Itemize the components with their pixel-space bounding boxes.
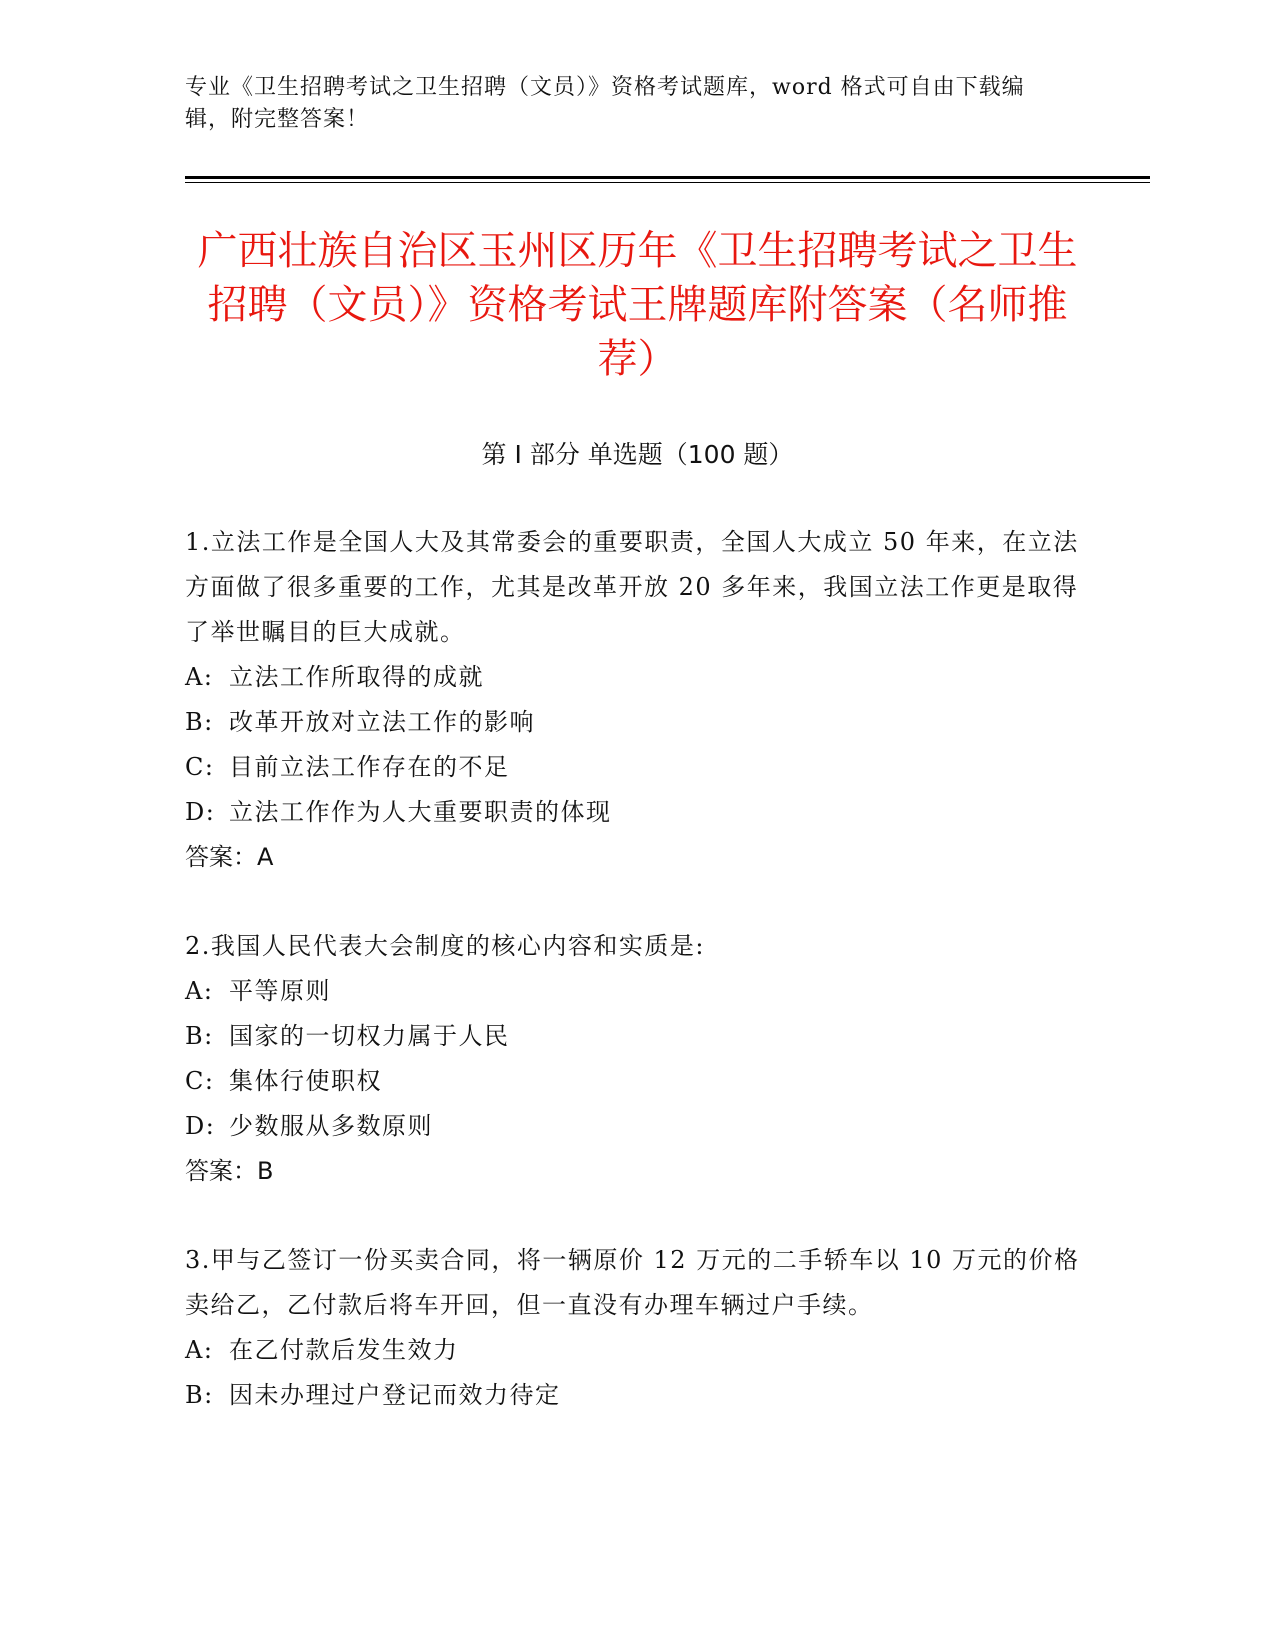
header-divider-thin <box>185 182 1150 183</box>
option-letter: C: <box>185 1067 215 1095</box>
option-b <box>185 1373 1085 1418</box>
option-letter: A: <box>185 1336 214 1364</box>
answer-line: 答案：B <box>185 1157 274 1185</box>
option-d <box>185 1104 1085 1149</box>
header-note: 专业《卫生招聘考试之卫生招聘（文员）》资格考试题库，word 格式可自由下载编辑，附完整答案！ <box>185 75 1025 132</box>
option-d <box>185 790 1085 835</box>
option-letter: B: <box>185 1022 214 1050</box>
option-text: 目前立法工作存在的不足 <box>229 753 510 781</box>
option-a <box>185 969 1085 1014</box>
option-text: 立法工作所取得的成就 <box>229 663 484 691</box>
option-letter: C: <box>185 753 215 781</box>
option-letter: A: <box>185 663 214 691</box>
option-letter: B: <box>185 1381 214 1409</box>
option-letter: B: <box>185 708 214 736</box>
option-text: 立法工作作为人大重要职责的体现 <box>229 798 612 826</box>
option-a <box>185 1328 1085 1373</box>
option-letter: D: <box>185 1112 216 1140</box>
option-text: 国家的一切权力属于人民 <box>229 1022 510 1050</box>
option-letter: D: <box>185 798 216 826</box>
option-text: 集体行使职权 <box>229 1067 382 1095</box>
option-letter: A: <box>185 977 214 1005</box>
option-c <box>185 745 1085 790</box>
header-divider-thick <box>185 176 1150 179</box>
document-title: 广西壮族自治区玉州区历年《卫生招聘考试之卫生招聘（文员）》资格考试王牌题库附答案（名师推荐） <box>197 228 1078 382</box>
question-2 <box>185 924 1085 1194</box>
question-1 <box>185 520 1085 880</box>
answer-line: 答案：A <box>185 843 274 871</box>
option-text: 少数服从多数原则 <box>229 1112 433 1140</box>
option-text: 在乙付款后发生效力 <box>229 1336 459 1364</box>
question-stem: 2.我国人民代表大会制度的核心内容和实质是: <box>185 932 705 960</box>
option-b <box>185 700 1085 745</box>
option-text: 平等原则 <box>229 977 331 1005</box>
question-3 <box>185 1238 1085 1418</box>
question-stem: 3.甲与乙签订一份买卖合同，将一辆原价 12 万元的二手轿车以 10 万元的价格卖给乙，乙付款后将车开回，但一直没有办理车辆过户手续。 <box>185 1246 1080 1319</box>
question-list <box>185 520 1085 1462</box>
option-c <box>185 1059 1085 1104</box>
section-heading: 第 I 部分 单选题（100 题） <box>481 440 794 469</box>
question-stem: 1.立法工作是全国人大及其常委会的重要职责，全国人大成立 50 年来，在立法方面做了很多重要的工作，尤其是改革开放 20 多年来，我国立法工作更是取得了举世瞩目的巨大成就。 <box>185 528 1079 646</box>
option-text: 改革开放对立法工作的影响 <box>229 708 535 736</box>
option-text: 因未办理过户登记而效力待定 <box>229 1381 561 1409</box>
option-a <box>185 655 1085 700</box>
option-b <box>185 1014 1085 1059</box>
